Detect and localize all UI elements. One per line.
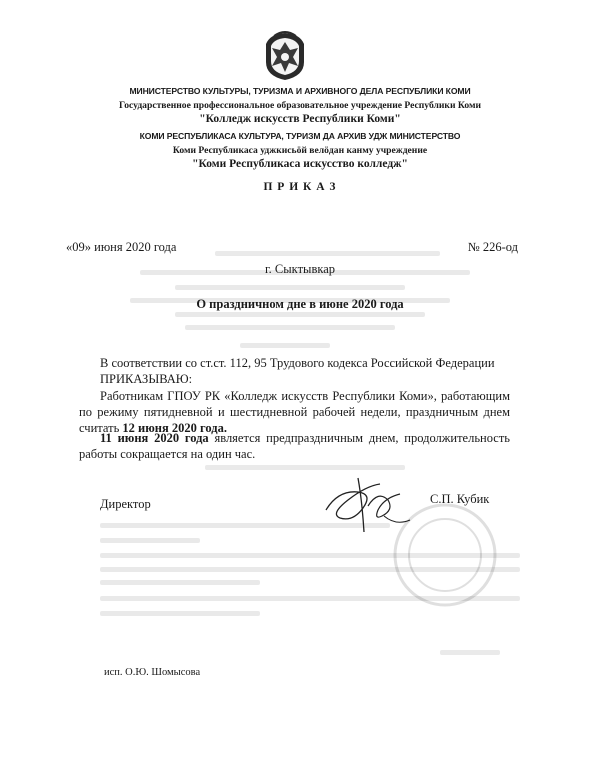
body-order-word: ПРИКАЗЫВАЮ: (100, 372, 193, 386)
pre-holiday-date: 11 июня 2020 года (100, 431, 209, 445)
institution-name-ru: Государственное профессиональное образовательное учреждение Республики Коми (118, 100, 482, 111)
paragraph-1-line-1-text: Работникам ГПОУ РК «Колледж искусств Республики Коми», работающим (100, 389, 510, 403)
college-name-komi: "Коми Республикаса искусство колледж" (192, 158, 408, 170)
order-subject: О праздничном дне в июне 2020 года (196, 297, 404, 311)
paragraph-1-line-3-prefix: считать (79, 421, 123, 435)
ministry-name-komi: КОМИ РЕСПУБЛИКАСА КУЛЬТУРА, ТУРИЗМ ДА АРХИВ УДЖ МИНИСТЕРСТВО (139, 131, 461, 141)
college-name-ru: "Колледж искусств Республики Коми" (199, 113, 401, 125)
body-basis-line: В соответствии со ст.ст. 112, 95 Трудового кодекса Российской Федерации (100, 356, 495, 370)
order-date: «09» июня 2020 года (66, 240, 177, 254)
paragraph-2-line-2: работы сокращается на один час. (79, 447, 256, 461)
signatory-name: С.П. Кубик (430, 492, 490, 506)
komi-republic-coat-of-arms-icon (260, 30, 310, 82)
order-number: № 226-од (467, 240, 518, 254)
holiday-date: 12 июня 2020 года. (122, 421, 227, 435)
paragraph-1-line-2-text: по режиму пятидневной и шестидневной рабочей недели, праздничным днем (79, 405, 510, 419)
institution-name-komi: Коми Республикаса уджкисьӧй велӧдан канму учреждение (172, 145, 428, 156)
ministry-name-ru: МИНИСТЕРСТВО КУЛЬТУРЫ, ТУРИЗМА И АРХИВНОГО ДЕЛА РЕСПУБЛИКИ КОМИ (129, 86, 471, 96)
faint-stamp-icon (390, 500, 500, 610)
order-city: г. Сыктывкар (264, 262, 336, 276)
executor-note: исп. О.Ю. Шомысова (104, 667, 201, 678)
document-title: П Р И К А З (263, 181, 337, 193)
paragraph-2-rest: является предпраздничным днем, продолжительность (208, 431, 510, 445)
signatory-position: Директор (100, 497, 151, 511)
